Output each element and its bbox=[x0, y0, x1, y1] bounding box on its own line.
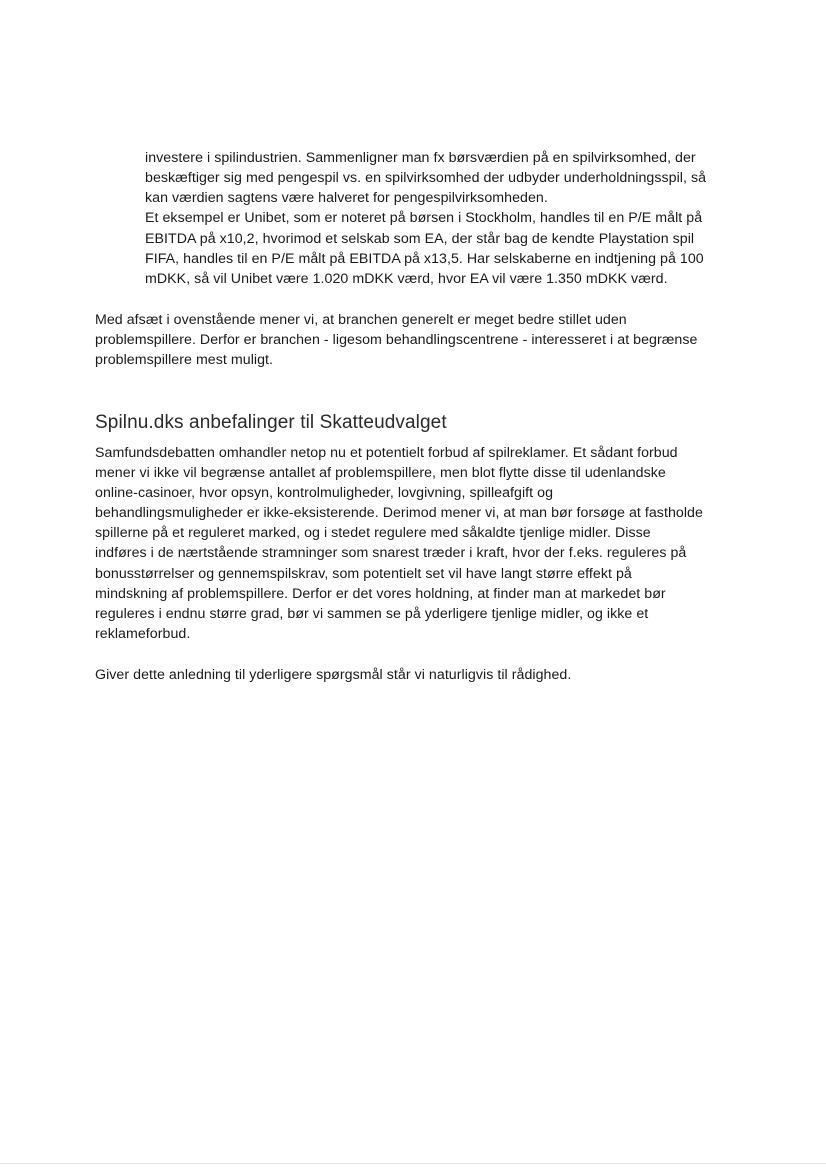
text-line: Samfundsdebatten omhandler netop nu et potentielt forbud af spilreklamer. Et sådant forbud bbox=[95, 445, 678, 461]
text-line: indføres i de nærtstående stramninger som snarest træder i kraft, hvor der f.eks. reguleres på bbox=[95, 545, 687, 561]
page-bottom-edge bbox=[0, 1163, 826, 1164]
text-line: bonusstørrelser og gennemspilskrav, som potentielt set vil have langt større effekt på bbox=[95, 566, 632, 582]
text-line: mDKK, så vil Unibet være 1.020 mDKK værd, hvor EA vil være 1.350 mDKK værd. bbox=[145, 271, 668, 287]
text-line: beskæftiger sig med pengespil vs. en spilvirksomhed der udbyder underholdningsspil, så bbox=[145, 170, 707, 186]
text-line: investere i spilindustrien. Sammenligner man fx børsværdien på en spilvirksomhed, der bbox=[145, 150, 696, 166]
section-heading: Spilnu.dks anbefalinger til Skatteudvalget bbox=[95, 412, 447, 433]
text-line: kan værdien sagtens være halveret for pengespilvirksomheden. bbox=[145, 190, 548, 206]
text-line: FIFA, handles til en P/E målt på EBITDA på x13,5. Har selskaberne en indtjening på 100 bbox=[145, 251, 704, 267]
text-line: behandlingsmuligheder er ikke-eksisterende. Derimod mener vi, at man bør forsøge at fastholde bbox=[95, 505, 703, 521]
text-line: EBITDA på x10,2, hvorimod et selskab som EA, der står bag de kendte Playstation spil bbox=[145, 231, 695, 247]
text-line: mindskning af problemspillere. Derfor er det vores holdning, at finder man at markedet bør bbox=[95, 586, 666, 602]
closing-sentence: Giver dette anledning til yderligere spørgsmål står vi naturligvis til rådighed. bbox=[95, 667, 572, 683]
text-line: Med afsæt i ovenstående mener vi, at branchen generelt er meget bedre stillet uden bbox=[95, 312, 627, 328]
text-line: reguleres i endnu større grad, bør vi sammen se på yderligere tjenlige midler, og ikke et bbox=[95, 606, 649, 622]
text-line: spillerne på et reguleret marked, og i stedet regulere med såkaldte tjenlige midler. Disse bbox=[95, 525, 651, 541]
text-line: mener vi ikke vil begrænse antallet af problemspillere, men blot flytte disse til udenlandske bbox=[95, 465, 666, 481]
text-line: Et eksempel er Unibet, som er noteret på børsen i Stockholm, handles til en P/E målt på bbox=[145, 210, 703, 226]
text-line: reklameforbud. bbox=[95, 626, 191, 642]
text-line: problemspillere. Derfor er branchen - ligesom behandlingscentrene - interesseret i at begrænse bbox=[95, 332, 698, 348]
text-line: problemspillere mest muligt. bbox=[95, 352, 274, 368]
text-line: online-casinoer, hvor opsyn, kontrolmuligheder, lovgivning, spilleafgift og bbox=[95, 485, 554, 501]
